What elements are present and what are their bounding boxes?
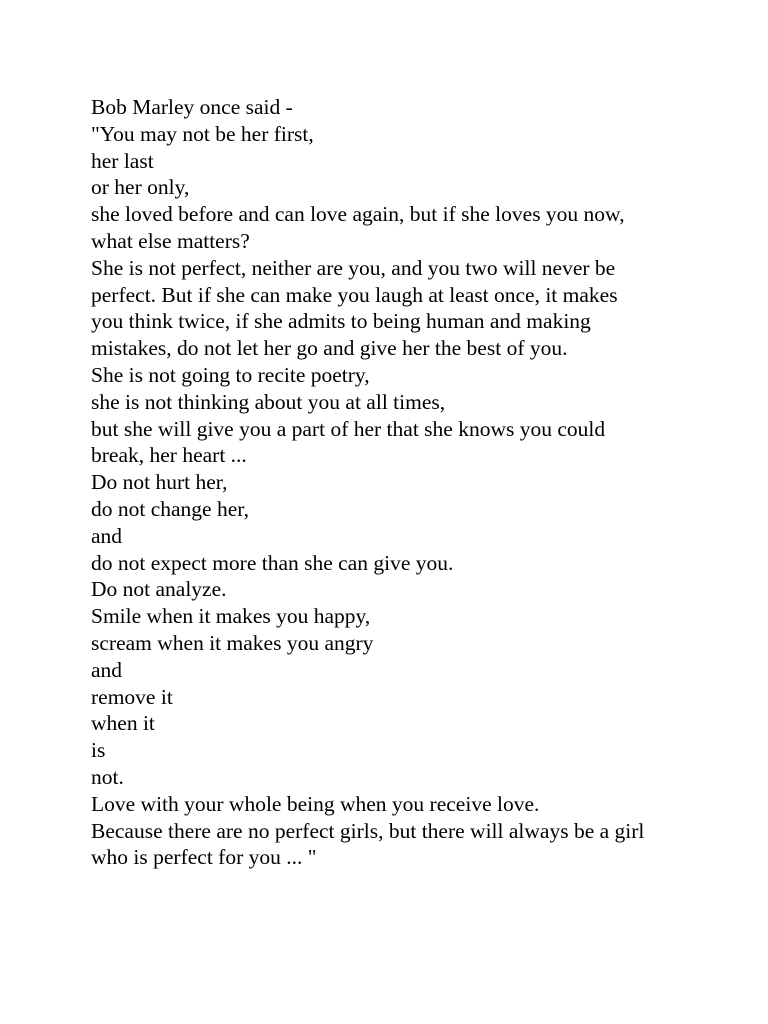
text-line: but she will give you a part of her that she knows you could — [91, 416, 606, 441]
text-line: "You may not be her first, — [91, 121, 314, 146]
text-line: her last — [91, 148, 154, 173]
text-line: and — [91, 523, 123, 548]
quote-text-block — [91, 94, 731, 871]
text-line: who is perfect for you ... " — [91, 845, 317, 870]
text-line: Smile when it makes you happy, — [91, 604, 371, 629]
text-line: Because there are no perfect girls, but there will always be a girl — [91, 818, 645, 843]
text-line: scream when it makes you angry — [91, 630, 374, 655]
text-line: she loved before and can love again, but if she loves you now, — [91, 202, 625, 227]
text-line: Love with your whole being when you receive love. — [91, 791, 540, 816]
text-line: Do not hurt her, — [91, 470, 228, 495]
text-line: do not expect more than she can give you. — [91, 550, 454, 575]
text-line: when it — [91, 711, 155, 736]
text-line: Bob Marley once said - — [91, 95, 293, 119]
text-line: She is not perfect, neither are you, and you two will never be — [91, 255, 616, 280]
text-line: break, her heart ... — [91, 443, 247, 468]
text-line: She is not going to recite poetry, — [91, 362, 370, 387]
text-line: you think twice, if she admits to being human and making — [91, 309, 591, 334]
text-line: she is not thinking about you at all times, — [91, 389, 446, 414]
text-line: mistakes, do not let her go and give her the best of you. — [91, 336, 568, 361]
text-line: and — [91, 657, 123, 682]
text-line: not. — [91, 764, 124, 789]
text-line: or her only, — [91, 175, 190, 200]
text-line: perfect. But if she can make you laugh at least once, it makes — [91, 282, 618, 307]
text-line: is — [91, 738, 106, 763]
text-line: do not change her, — [91, 496, 249, 521]
text-line: what else matters? — [91, 228, 250, 253]
text-line: Do not analyze. — [91, 577, 227, 602]
text-line: remove it — [91, 684, 173, 709]
